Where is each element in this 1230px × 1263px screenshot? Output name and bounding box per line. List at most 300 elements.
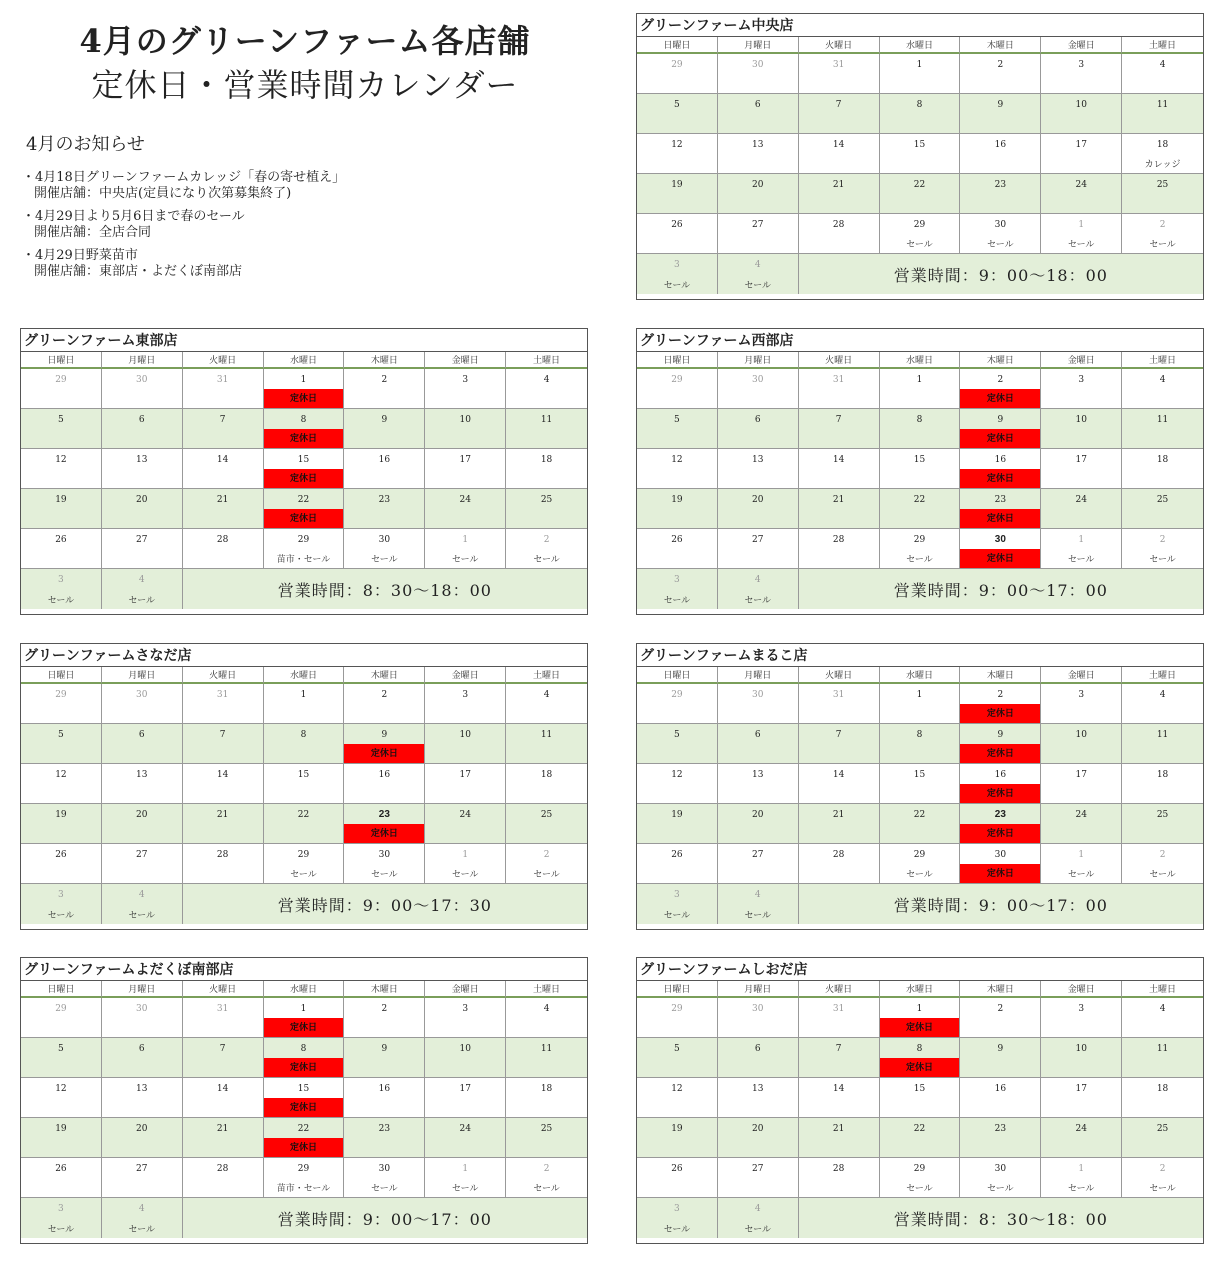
day-number: 15	[913, 140, 926, 150]
day-note: セール	[744, 280, 771, 290]
day-number: 14	[832, 770, 845, 780]
day-number: 11	[540, 730, 553, 740]
calendar-day	[799, 998, 880, 1038]
closed-day-badge: 定休日	[344, 824, 424, 843]
day-number: 29	[671, 375, 683, 385]
day-note: セール	[47, 910, 75, 920]
weekday-header: 土曜日	[1122, 981, 1203, 998]
day-number: 22	[297, 495, 310, 505]
day-number: 16	[378, 455, 391, 465]
day-number: 23	[994, 495, 1007, 505]
day-number: 10	[1075, 415, 1087, 425]
day-number: 30	[136, 375, 148, 385]
calendar-day	[960, 214, 1041, 254]
weekday-header: 火曜日	[799, 352, 880, 369]
weekday-header: 土曜日	[1122, 667, 1203, 684]
day-number: 1	[1078, 220, 1085, 230]
day-number: 21	[216, 1124, 229, 1134]
calendar-day	[799, 844, 880, 884]
calendar-day	[637, 174, 718, 214]
day-number: 4	[754, 260, 761, 270]
calendar-day	[1041, 529, 1122, 569]
day-note: セール	[451, 1183, 479, 1193]
calendar-day	[718, 569, 799, 609]
business-hours: 営業時間：9：00～17：00	[183, 1198, 587, 1238]
calendar-day	[344, 724, 425, 764]
calendar-day	[880, 214, 961, 254]
calendar-day	[1041, 134, 1122, 174]
day-number: 4	[1159, 60, 1166, 70]
calendar-day	[880, 529, 961, 569]
calendar-day	[799, 94, 880, 134]
weekday-header: 水曜日	[264, 667, 345, 684]
day-number: 5	[674, 730, 680, 740]
closed-day-badge: 定休日	[880, 1058, 960, 1077]
weekday-header: 日曜日	[21, 981, 102, 998]
day-number: 3	[674, 575, 680, 585]
day-number: 8	[916, 1044, 923, 1054]
calendar-day	[718, 1038, 799, 1078]
calendar-maruko	[636, 643, 1204, 930]
day-number: 13	[752, 455, 764, 465]
day-number: 6	[138, 730, 145, 740]
calendar-day	[880, 449, 961, 489]
calendar-day	[718, 844, 799, 884]
day-note: セール	[744, 1224, 771, 1234]
calendar-grid	[637, 667, 1203, 924]
calendar-day	[21, 409, 102, 449]
day-number: 27	[136, 850, 148, 860]
day-number: 9	[997, 1044, 1004, 1054]
day-number: 1	[1078, 850, 1085, 860]
closed-day-badge: 定休日	[264, 1138, 344, 1157]
calendar-day	[506, 1118, 587, 1158]
calendar-day	[1122, 529, 1203, 569]
calendar-day	[425, 1078, 506, 1118]
weekday-header: 水曜日	[880, 352, 961, 369]
weekday-header: 火曜日	[183, 667, 264, 684]
calendar-day	[1041, 1038, 1122, 1078]
day-number: 30	[752, 690, 764, 700]
day-number: 30	[378, 850, 391, 860]
calendar-grid	[21, 352, 587, 609]
day-number: 24	[1075, 810, 1087, 820]
weekday-header: 水曜日	[880, 667, 961, 684]
day-number: 3	[462, 690, 469, 700]
day-number: 12	[55, 1084, 67, 1094]
day-number: 2	[997, 1004, 1004, 1014]
calendar-day	[344, 1038, 425, 1078]
day-number: 2	[1159, 850, 1166, 860]
calendar-day	[960, 489, 1041, 529]
day-number: 21	[832, 810, 845, 820]
calendar-day	[637, 804, 718, 844]
day-number: 18	[1156, 770, 1169, 780]
calendar-day	[1041, 998, 1122, 1038]
day-number: 21	[216, 810, 229, 820]
calendar-day	[264, 844, 345, 884]
day-number: 9	[997, 100, 1004, 110]
calendar-day	[21, 369, 102, 409]
day-number: 12	[671, 140, 683, 150]
calendar-day	[21, 489, 102, 529]
calendar-day	[799, 1078, 880, 1118]
calendar-tobu	[20, 328, 588, 615]
calendar-day	[102, 529, 183, 569]
closed-day-badge: 定休日	[264, 1098, 344, 1117]
day-number: 31	[216, 375, 229, 385]
calendar-day	[799, 529, 880, 569]
day-note: セール	[987, 1183, 1014, 1193]
day-number: 29	[55, 375, 67, 385]
calendar-day	[1122, 1038, 1203, 1078]
day-note: セール	[1149, 1183, 1176, 1193]
day-number: 18	[1156, 455, 1169, 465]
calendar-day	[264, 449, 345, 489]
calendar-day	[344, 804, 425, 844]
day-number: 9	[997, 415, 1004, 425]
calendar-day	[1041, 94, 1122, 134]
calendar-day	[183, 1078, 264, 1118]
calendar-day	[960, 134, 1041, 174]
day-number: 20	[752, 1124, 764, 1134]
day-number: 8	[916, 730, 923, 740]
day-number: 9	[997, 730, 1004, 740]
calendar-day	[21, 569, 102, 609]
weekday-header: 日曜日	[637, 352, 718, 369]
closed-day-badge: 定休日	[960, 784, 1040, 803]
weekday-header: 土曜日	[1122, 352, 1203, 369]
calendar-day	[1122, 134, 1203, 174]
calendar-day	[1041, 54, 1122, 94]
day-number: 11	[1156, 415, 1169, 425]
day-number: 10	[459, 1044, 471, 1054]
calendar-day	[264, 764, 345, 804]
calendar-day	[718, 94, 799, 134]
day-number: 19	[671, 495, 683, 505]
day-number: 7	[835, 415, 842, 425]
weekday-header: 土曜日	[506, 667, 587, 684]
calendar-day	[637, 1158, 718, 1198]
day-note: セール	[128, 595, 155, 605]
calendar-day	[183, 724, 264, 764]
calendar-day	[880, 684, 961, 724]
day-number: 29	[297, 850, 310, 860]
calendar-day	[960, 449, 1041, 489]
day-number: 16	[378, 770, 391, 780]
day-number: 18	[1156, 140, 1169, 150]
calendar-day	[425, 998, 506, 1038]
day-number: 6	[138, 415, 145, 425]
calendar-day	[960, 1118, 1041, 1158]
day-number: 29	[913, 535, 926, 545]
day-number: 24	[1075, 495, 1087, 505]
calendar-day	[960, 1078, 1041, 1118]
calendar-day	[1122, 724, 1203, 764]
calendar-day	[799, 174, 880, 214]
day-number: 17	[459, 1084, 471, 1094]
day-note: セール	[663, 1224, 691, 1234]
calendar-day	[264, 724, 345, 764]
calendar-day	[637, 409, 718, 449]
day-number: 28	[832, 850, 845, 860]
calendar-day	[1041, 489, 1122, 529]
day-number: 7	[219, 415, 226, 425]
day-note: セール	[1067, 869, 1095, 879]
day-number: 16	[994, 455, 1007, 465]
day-number: 5	[674, 415, 680, 425]
calendar-day	[1122, 1118, 1203, 1158]
day-number: 20	[752, 810, 764, 820]
calendar-day	[637, 1038, 718, 1078]
weekday-header: 水曜日	[880, 37, 961, 54]
calendar-day	[718, 369, 799, 409]
day-number: 25	[1156, 180, 1169, 190]
day-number: 3	[674, 1204, 680, 1214]
day-number: 19	[55, 1124, 67, 1134]
day-number: 13	[752, 140, 764, 150]
calendar-day	[506, 844, 587, 884]
page-subtitle: 定休日・営業時間カレンダー	[91, 66, 519, 104]
weekday-header: 金曜日	[1041, 37, 1122, 54]
calendar-day	[264, 1038, 345, 1078]
calendar-day	[425, 1038, 506, 1078]
calendar-day	[637, 214, 718, 254]
calendar-day	[637, 94, 718, 134]
notice-item-title: ・ 4月29日より5月6日まで春のセール	[22, 209, 245, 224]
calendar-day	[183, 369, 264, 409]
day-number: 26	[671, 850, 683, 860]
calendar-day	[183, 1038, 264, 1078]
calendar-day	[506, 724, 587, 764]
calendar-day	[880, 409, 961, 449]
day-number: 11	[1156, 100, 1169, 110]
day-number: 2	[1159, 1164, 1166, 1174]
day-number: 26	[671, 535, 683, 545]
calendar-day	[799, 684, 880, 724]
store-name: グリーンファームしおだ店	[637, 958, 1203, 981]
day-number: 29	[671, 60, 683, 70]
calendar-day	[425, 369, 506, 409]
day-number: 20	[752, 495, 764, 505]
day-number: 22	[913, 180, 926, 190]
day-number: 30	[752, 60, 764, 70]
day-number: 3	[58, 890, 64, 900]
day-number: 3	[1078, 375, 1085, 385]
calendar-day	[21, 529, 102, 569]
day-number: 7	[219, 730, 226, 740]
day-number: 17	[459, 770, 471, 780]
day-number: 28	[832, 220, 845, 230]
day-note: セール	[451, 554, 479, 564]
calendar-day	[637, 254, 718, 294]
day-note: セール	[533, 869, 560, 879]
day-number: 3	[1078, 60, 1085, 70]
calendar-day	[1122, 998, 1203, 1038]
day-number: 16	[994, 770, 1007, 780]
calendar-day	[718, 1078, 799, 1118]
weekday-header: 土曜日	[506, 352, 587, 369]
weekday-header: 金曜日	[1041, 667, 1122, 684]
calendar-day	[637, 884, 718, 924]
day-number: 19	[671, 180, 683, 190]
day-number: 1	[916, 1004, 923, 1014]
calendar-day	[637, 1198, 718, 1238]
weekday-header: 火曜日	[799, 667, 880, 684]
weekday-header: 火曜日	[183, 981, 264, 998]
calendar-day	[21, 1118, 102, 1158]
calendar-day	[425, 804, 506, 844]
day-number: 14	[216, 455, 229, 465]
day-number: 18	[540, 1084, 553, 1094]
closed-day-badge: 定休日	[880, 1018, 960, 1037]
calendar-day	[637, 489, 718, 529]
calendar-day	[344, 844, 425, 884]
calendar-day	[637, 684, 718, 724]
calendar-day	[718, 724, 799, 764]
store-name: グリーンファームまるこ店	[637, 644, 1203, 667]
day-note: セール	[290, 869, 317, 879]
day-number: 5	[674, 1044, 680, 1054]
calendar-day	[183, 529, 264, 569]
day-number: 16	[378, 1084, 391, 1094]
calendar-day	[799, 1118, 880, 1158]
calendar-day	[1122, 764, 1203, 804]
day-number: 22	[297, 810, 310, 820]
calendar-day	[880, 369, 961, 409]
closed-day-badge: 定休日	[264, 469, 344, 488]
day-number: 29	[913, 850, 926, 860]
day-number: 13	[752, 1084, 764, 1094]
day-number: 28	[832, 1164, 845, 1174]
calendar-day	[102, 409, 183, 449]
day-number: 16	[994, 140, 1007, 150]
calendar-day	[344, 998, 425, 1038]
day-number: 7	[835, 100, 842, 110]
calendar-day	[21, 684, 102, 724]
calendar-day	[183, 998, 264, 1038]
calendar-day	[1122, 449, 1203, 489]
day-number: 19	[671, 1124, 683, 1134]
day-number: 23	[378, 1124, 391, 1134]
calendar-day	[506, 764, 587, 804]
day-number: 10	[1075, 1044, 1087, 1054]
day-number: 26	[55, 850, 67, 860]
day-number: 12	[671, 455, 683, 465]
calendar-day	[425, 1158, 506, 1198]
weekday-header: 木曜日	[960, 352, 1041, 369]
weekday-header: 日曜日	[637, 37, 718, 54]
day-number: 7	[219, 1044, 226, 1054]
notice-item	[22, 209, 602, 241]
calendar-day	[21, 764, 102, 804]
day-number: 30	[378, 535, 391, 545]
day-number: 19	[55, 495, 67, 505]
closed-day-badge: 定休日	[960, 469, 1040, 488]
calendar-day	[718, 998, 799, 1038]
calendar-day	[799, 489, 880, 529]
day-number: 23	[994, 809, 1006, 820]
day-number: 2	[1159, 535, 1166, 545]
day-number: 23	[994, 1124, 1007, 1134]
calendar-day	[960, 764, 1041, 804]
store-name: グリーンファームさなだ店	[21, 644, 587, 667]
calendar-day	[102, 369, 183, 409]
calendar-grid	[21, 667, 587, 924]
day-number: 23	[378, 495, 391, 505]
weekday-header: 水曜日	[264, 981, 345, 998]
day-number: 15	[297, 455, 310, 465]
calendar-day	[264, 998, 345, 1038]
day-number: 11	[1156, 730, 1169, 740]
day-note: セール	[371, 554, 398, 564]
day-number: 11	[1156, 1044, 1169, 1054]
day-number: 9	[381, 1044, 388, 1054]
calendar-day	[425, 844, 506, 884]
calendar-day	[960, 1038, 1041, 1078]
notice-list	[22, 170, 602, 280]
calendar-shioda	[636, 957, 1204, 1244]
day-number: 5	[58, 1044, 64, 1054]
calendar-grid	[637, 352, 1203, 609]
calendar-day	[880, 764, 961, 804]
day-number: 2	[381, 375, 388, 385]
calendar-day	[1041, 764, 1122, 804]
calendar-day	[637, 54, 718, 94]
day-number: 4	[543, 1004, 550, 1014]
day-note: セール	[906, 1183, 933, 1193]
business-hours: 営業時間：9：00～17：00	[799, 884, 1203, 924]
day-note: セール	[1067, 239, 1095, 249]
calendar-day	[344, 1078, 425, 1118]
store-name: グリーンファームよだくぼ南部店	[21, 958, 587, 981]
calendar-day	[960, 804, 1041, 844]
weekday-header: 金曜日	[425, 981, 506, 998]
calendar-day	[880, 724, 961, 764]
day-note: セール	[906, 869, 933, 879]
calendar-day	[344, 409, 425, 449]
day-number: 1	[462, 1164, 469, 1174]
business-hours: 営業時間：8：30～18：00	[799, 1198, 1203, 1238]
day-number: 3	[58, 1204, 64, 1214]
calendar-day	[264, 804, 345, 844]
day-number: 31	[832, 690, 845, 700]
closed-day-badge: 定休日	[264, 389, 344, 408]
day-number: 15	[913, 770, 926, 780]
calendar-day	[880, 998, 961, 1038]
calendar-day	[21, 449, 102, 489]
calendar-day	[264, 529, 345, 569]
day-number: 6	[754, 100, 761, 110]
day-number: 6	[754, 1044, 761, 1054]
closed-day-badge: 定休日	[264, 1018, 344, 1037]
day-number: 2	[543, 850, 550, 860]
calendar-day	[1041, 174, 1122, 214]
calendar-day	[264, 1118, 345, 1158]
day-number: 15	[297, 1084, 310, 1094]
day-number: 30	[994, 220, 1007, 230]
day-number: 11	[540, 415, 553, 425]
day-note: セール	[371, 1183, 398, 1193]
day-number: 21	[832, 1124, 845, 1134]
calendar-day	[21, 844, 102, 884]
calendar-day	[718, 684, 799, 724]
day-number: 4	[754, 1204, 761, 1214]
day-number: 21	[832, 180, 845, 190]
day-number: 14	[832, 1084, 845, 1094]
calendar-day	[799, 804, 880, 844]
day-number: 10	[1075, 730, 1087, 740]
